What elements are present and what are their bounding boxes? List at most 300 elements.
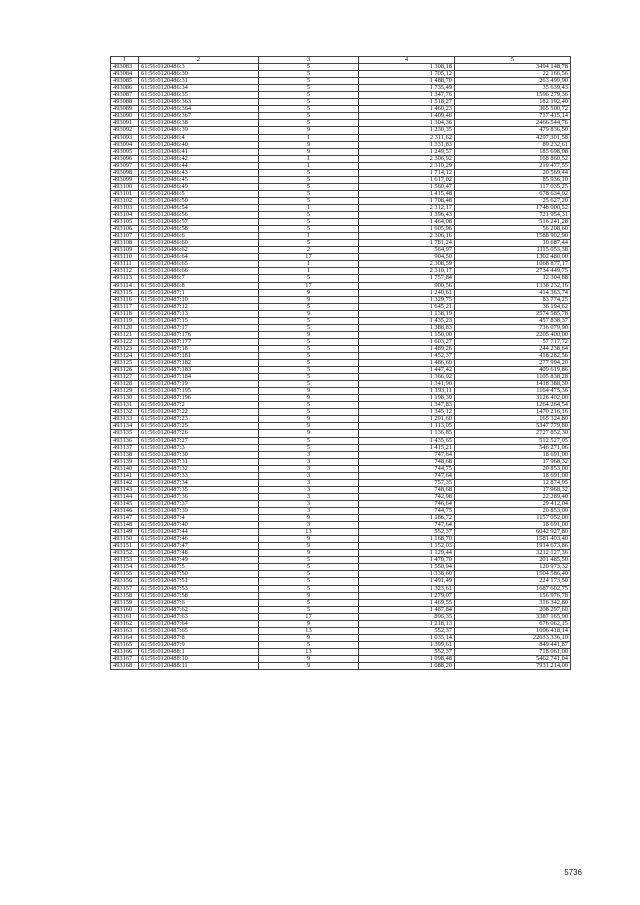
cadastral-number: 61:56:0120487:36	[139, 493, 259, 500]
amount-value: 7931 214,00	[455, 663, 571, 670]
cadastral-number: 61:56:0120486:57	[139, 219, 259, 226]
amount-value: 1115 053,38	[455, 247, 571, 254]
row-id: 493092	[111, 127, 139, 134]
cadastral-number: 61:56:0120487:17	[139, 324, 259, 331]
row-id: 493154	[111, 564, 139, 571]
area-value: 552,37	[359, 627, 455, 634]
row-id: 493103	[111, 204, 139, 211]
count-value: 5	[259, 176, 359, 183]
cadastral-number: 61:56:0120486:30	[139, 71, 259, 78]
table-row	[111, 599, 571, 606]
count-value: 9	[259, 634, 359, 641]
row-id: 493083	[111, 64, 139, 71]
cadastral-number: 61:56:0120487:1	[139, 289, 259, 296]
cadastral-number: 61:56:0120487:40	[139, 522, 259, 529]
amount-value: 516 241,28	[455, 219, 571, 226]
row-id: 493150	[111, 536, 139, 543]
row-id: 493166	[111, 648, 139, 655]
table-row	[111, 522, 571, 529]
row-id: 493136	[111, 437, 139, 444]
row-id: 493161	[111, 613, 139, 620]
row-id: 493118	[111, 310, 139, 317]
row-id: 493115	[111, 289, 139, 296]
area-value: 1 347,83	[359, 402, 455, 409]
area-value: 742,98	[359, 493, 455, 500]
table-row	[111, 430, 571, 437]
area-value: 1 098,48	[359, 655, 455, 662]
count-value: 9	[259, 515, 359, 522]
cadastral-number: 61:56:0120487:25	[139, 423, 259, 430]
cadastral-number: 61:56:0120486:43	[139, 169, 259, 176]
cadastral-number: 61:56:0120487:26	[139, 430, 259, 437]
row-id: 493107	[111, 233, 139, 240]
amount-value: 29 412,04	[455, 500, 571, 507]
cadastral-number: 61:56:0120486:41	[139, 148, 259, 155]
table-row	[111, 183, 571, 190]
count-value: 9	[259, 388, 359, 395]
area-value: 1 415,21	[359, 444, 455, 451]
amount-value: 219 477,55	[455, 162, 571, 169]
cadastral-number: 61:56:0120487:5	[139, 564, 259, 571]
row-id: 493165	[111, 641, 139, 648]
amount-value: 244 238,64	[455, 345, 571, 352]
area-value: 1 138,19	[359, 310, 455, 317]
area-value: 904,50	[359, 254, 455, 261]
table-row	[111, 261, 571, 268]
amount-value: 182 192,40	[455, 99, 571, 106]
count-value: 3	[259, 479, 359, 486]
table-row	[111, 543, 571, 550]
amount-value: 3126 402,00	[455, 395, 571, 402]
area-value: 1 279,07	[359, 592, 455, 599]
amount-value: 168 860,52	[455, 155, 571, 162]
cadastral-number: 61:56:0120486:34	[139, 85, 259, 92]
table-row	[111, 226, 571, 233]
area-value: 747,64	[359, 451, 455, 458]
table-row	[111, 486, 571, 493]
count-value: 3	[259, 486, 359, 493]
count-value: 5	[259, 360, 359, 367]
count-value: 1	[259, 204, 359, 211]
count-value: 17	[259, 282, 359, 289]
amount-value: 5462 741,04	[455, 655, 571, 662]
cadastral-number: 61:56:0120486:4	[139, 134, 259, 141]
table-row	[111, 64, 571, 71]
area-value: 900,56	[359, 282, 455, 289]
area-value: 1 323,61	[359, 585, 455, 592]
count-value: 5	[259, 374, 359, 381]
cadastral-number: 61:56:0120486:60	[139, 240, 259, 247]
count-value: 9	[259, 655, 359, 662]
table-row	[111, 240, 571, 247]
amount-value: 849 441,87	[455, 641, 571, 648]
amount-value: 89 232,61	[455, 141, 571, 148]
amount-value: 263 499,90	[455, 78, 571, 85]
count-value: 1	[259, 268, 359, 275]
amount-value: 1914 673,86	[455, 543, 571, 550]
amount-value: 1588 902,90	[455, 233, 571, 240]
row-id: 493156	[111, 578, 139, 585]
table-row	[111, 641, 571, 648]
count-value: 9	[259, 395, 359, 402]
amount-value: 208 297,60	[455, 606, 571, 613]
row-id: 493160	[111, 606, 139, 613]
area-value: 1 396,43	[359, 212, 455, 219]
table-row	[111, 247, 571, 254]
table-body	[111, 64, 571, 670]
cadastral-number: 61:56:0120487:18	[139, 345, 259, 352]
column-header-3: 3	[259, 57, 359, 64]
row-id: 493152	[111, 550, 139, 557]
cadastral-number: 61:56:0120487:12	[139, 303, 259, 310]
row-id: 493138	[111, 451, 139, 458]
area-value: 1 136,85	[359, 430, 455, 437]
cadastral-number: 61:56:0120487:23	[139, 416, 259, 423]
cadastral-number: 61:56:0120486:56	[139, 212, 259, 219]
row-id: 493123	[111, 345, 139, 352]
row-id: 493139	[111, 458, 139, 465]
count-value: 5	[259, 367, 359, 374]
area-value: 1 435,23	[359, 317, 455, 324]
cadastral-number: 61:56:0120487:62	[139, 606, 259, 613]
count-value: 9	[259, 543, 359, 550]
area-value: 1 035,14	[359, 634, 455, 641]
area-value: 1 605,96	[359, 226, 455, 233]
amount-value: 12 304,88	[455, 275, 571, 282]
amount-value: 17 968,32	[455, 486, 571, 493]
area-value: 1 486,60	[359, 360, 455, 367]
table-row	[111, 85, 571, 92]
cadastral-number: 61:56:0120487:182	[139, 360, 259, 367]
amount-value: 2727 852,30	[455, 430, 571, 437]
amount-value: 120 973,32	[455, 564, 571, 571]
table-row	[111, 296, 571, 303]
count-value: 2	[259, 247, 359, 254]
cadastral-number: 61:56:0120487:51	[139, 578, 259, 585]
count-value: 9	[259, 331, 359, 338]
count-value: 5	[259, 71, 359, 78]
row-id: 493146	[111, 508, 139, 515]
cadastral-number: 61:56:0120487:19	[139, 381, 259, 388]
amount-value: 479 836,50	[455, 127, 571, 134]
amount-value: 409 619,86	[455, 367, 571, 374]
table-row	[111, 571, 571, 578]
table-row	[111, 169, 571, 176]
count-value: 5	[259, 113, 359, 120]
table-row	[111, 331, 571, 338]
row-id: 493149	[111, 529, 139, 536]
count-value: 3	[259, 500, 359, 507]
table-row	[111, 479, 571, 486]
cadastral-number: 61:56:0120487:181	[139, 352, 259, 359]
column-header-2: 2	[139, 57, 259, 64]
area-value: 1 240,61	[359, 289, 455, 296]
area-value: 1 168,70	[359, 536, 455, 543]
row-id: 493113	[111, 275, 139, 282]
amount-value: 22 289,40	[455, 493, 571, 500]
area-value: 744,75	[359, 465, 455, 472]
area-value: 1 469,55	[359, 599, 455, 606]
table-row	[111, 127, 571, 134]
count-value: 5	[259, 85, 359, 92]
table-row	[111, 254, 571, 261]
row-id: 493114	[111, 282, 139, 289]
area-value: 1 366,92	[359, 374, 455, 381]
table-row	[111, 324, 571, 331]
count-value: 5	[259, 641, 359, 648]
count-value: 13	[259, 648, 359, 655]
count-value: 9	[259, 536, 359, 543]
table-row	[111, 613, 571, 620]
amount-value: 1748 000,52	[455, 204, 571, 211]
cadastral-number: 61:56:0120486:40	[139, 141, 259, 148]
amount-value: 36 194,62	[455, 303, 571, 310]
count-value: 5	[259, 190, 359, 197]
table-row	[111, 493, 571, 500]
area-value: 552,37	[359, 648, 455, 655]
area-value: 1 329,75	[359, 296, 455, 303]
count-value: 3	[259, 465, 359, 472]
cadastral-number: 61:56:0120487:15	[139, 317, 259, 324]
cadastral-number: 61:56:0120487:48	[139, 550, 259, 557]
amount-value: 678 634,92	[455, 190, 571, 197]
row-id: 493135	[111, 430, 139, 437]
count-value: 9	[259, 127, 359, 134]
cadastral-number: 61:56:0120487:27	[139, 437, 259, 444]
cadastral-number: 61:56:0120487:176	[139, 331, 259, 338]
row-id: 493084	[111, 71, 139, 78]
count-value: 1	[259, 155, 359, 162]
amount-value: 20 853,00	[455, 465, 571, 472]
row-id: 493085	[111, 78, 139, 85]
row-id: 493137	[111, 444, 139, 451]
area-value: 1 388,83	[359, 324, 455, 331]
count-value: 5	[259, 444, 359, 451]
area-value: 1 781,24	[359, 240, 455, 247]
area-value: 1 249,57	[359, 148, 455, 155]
cadastral-number: 61:56:0120486:31	[139, 78, 259, 85]
cadastral-number: 61:56:0120487:183	[139, 367, 259, 374]
amount-value: 676 062,15	[455, 620, 571, 627]
row-id: 493126	[111, 367, 139, 374]
table-row	[111, 409, 571, 416]
row-id: 493087	[111, 92, 139, 99]
table-row	[111, 634, 571, 641]
area-value: 1 708,48	[359, 197, 455, 204]
area-value: 1 338,60	[359, 571, 455, 578]
row-id: 493091	[111, 120, 139, 127]
amount-value: 35 639,43	[455, 85, 571, 92]
row-id: 493167	[111, 655, 139, 662]
amount-value: 22 166,56	[455, 71, 571, 78]
count-value: 5	[259, 585, 359, 592]
amount-value: 717 415,14	[455, 113, 571, 120]
table-row	[111, 219, 571, 226]
cadastral-number: 61:56:0120487:22	[139, 409, 259, 416]
cadastral-number: 61:56:0120487:4	[139, 515, 259, 522]
row-id: 493089	[111, 106, 139, 113]
area-value: 2 308,59	[359, 261, 455, 268]
table-row	[111, 99, 571, 106]
table-row	[111, 338, 571, 345]
amount-value: 1068 877,17	[455, 261, 571, 268]
count-value: 5	[259, 106, 359, 113]
cadastral-number: 61:56:0120486:7	[139, 275, 259, 282]
area-value: 1 757,84	[359, 275, 455, 282]
amount-value: 3212 127,36	[455, 550, 571, 557]
cadastral-number: 61:56:0120487:63	[139, 613, 259, 620]
table-header-row	[111, 57, 571, 64]
count-value: 9	[259, 310, 359, 317]
page-number: 5736	[564, 868, 582, 877]
amount-value: 1164 475,36	[455, 388, 571, 395]
amount-value: 156 976,78	[455, 592, 571, 599]
count-value: 5	[259, 303, 359, 310]
amount-value: 1470 216,16	[455, 409, 571, 416]
count-value: 5	[259, 99, 359, 106]
table-row	[111, 444, 571, 451]
row-id: 493099	[111, 176, 139, 183]
amount-value: 1264 264,54	[455, 402, 571, 409]
amount-value: 5347 779,80	[455, 423, 571, 430]
area-value: 896,35	[359, 613, 455, 620]
cadastral-number: 61:56:0120487:32	[139, 465, 259, 472]
table-row	[111, 155, 571, 162]
amount-value: 457 838,37	[455, 317, 571, 324]
count-value: 3	[259, 472, 359, 479]
area-value: 757,35	[359, 479, 455, 486]
count-value: 17	[259, 613, 359, 620]
table-row	[111, 564, 571, 571]
table-row	[111, 176, 571, 183]
amount-value: 277 994,20	[455, 360, 571, 367]
cadastral-number: 61:56:0120487:65	[139, 627, 259, 634]
row-id: 493158	[111, 592, 139, 599]
table-row	[111, 197, 571, 204]
count-value: 5	[259, 381, 359, 388]
count-value: 13	[259, 529, 359, 536]
row-id: 493112	[111, 268, 139, 275]
row-id: 493133	[111, 416, 139, 423]
cadastral-number: 61:56:0120486:54	[139, 204, 259, 211]
row-id: 493108	[111, 240, 139, 247]
count-value: 17	[259, 254, 359, 261]
area-value: 1 409,46	[359, 113, 455, 120]
row-id: 493128	[111, 381, 139, 388]
row-id: 493134	[111, 423, 139, 430]
cadastral-number: 61:56:0120487:13	[139, 310, 259, 317]
row-id: 493109	[111, 247, 139, 254]
row-id: 493163	[111, 627, 139, 634]
cadastral-number: 61:56:0120487:50	[139, 571, 259, 578]
area-value: 1 291,60	[359, 416, 455, 423]
count-value: 5	[259, 169, 359, 176]
cadastral-number: 61:56:0120487:184	[139, 374, 259, 381]
cadastral-number: 61:56:0120486:65	[139, 261, 259, 268]
data-table	[110, 56, 571, 670]
amount-value: 2466 544,76	[455, 120, 571, 127]
count-value: 5	[259, 564, 359, 571]
table-row	[111, 268, 571, 275]
table-row	[111, 585, 571, 592]
table-row	[111, 578, 571, 585]
area-value: 1 150,00	[359, 331, 455, 338]
amount-value: 20 853,00	[455, 508, 571, 515]
cadastral-number: 61:56:0120487:9	[139, 641, 259, 648]
area-value: 2 310,29	[359, 162, 455, 169]
area-value: 748,68	[359, 458, 455, 465]
cadastral-number: 61:56:0120486:62	[139, 247, 259, 254]
row-id: 493143	[111, 486, 139, 493]
count-value: 5	[259, 226, 359, 233]
cadastral-number: 61:56:0120487:34	[139, 479, 259, 486]
table-row	[111, 508, 571, 515]
cadastral-number: 61:56:0120487:53	[139, 585, 259, 592]
row-id: 493104	[111, 212, 139, 219]
row-id: 493127	[111, 374, 139, 381]
column-header-4: 4	[359, 57, 455, 64]
count-value: 1	[259, 134, 359, 141]
amount-value: 10 687,44	[455, 240, 571, 247]
amount-value: 22633 336,10	[455, 634, 571, 641]
row-id: 493093	[111, 134, 139, 141]
table-row	[111, 437, 571, 444]
row-id: 493121	[111, 331, 139, 338]
count-value: 5	[259, 599, 359, 606]
count-value: 5	[259, 338, 359, 345]
table-row	[111, 536, 571, 543]
row-id: 493157	[111, 585, 139, 592]
area-value: 1 464,08	[359, 219, 455, 226]
table-row	[111, 515, 571, 522]
row-id: 493111	[111, 261, 139, 268]
cadastral-number: 61:56:0120487:6	[139, 599, 259, 606]
row-id: 493119	[111, 317, 139, 324]
table-row	[111, 317, 571, 324]
table-row	[111, 310, 571, 317]
cadastral-number: 61:56:0120486:58	[139, 226, 259, 233]
table-row	[111, 374, 571, 381]
row-id: 493141	[111, 472, 139, 479]
amount-value: 1504 586,40	[455, 571, 571, 578]
cadastral-number: 61:56:0120486:35	[139, 92, 259, 99]
cadastral-number: 61:56:0120486:364	[139, 106, 259, 113]
count-value: 5	[259, 578, 359, 585]
count-value: 5	[259, 409, 359, 416]
row-id: 493090	[111, 113, 139, 120]
row-id: 493142	[111, 479, 139, 486]
amount-value: 1105 838,28	[455, 374, 571, 381]
amount-value: 1302 480,00	[455, 254, 571, 261]
table-row	[111, 148, 571, 155]
amount-value: 20 569,44	[455, 169, 571, 176]
table-row	[111, 204, 571, 211]
table-row	[111, 529, 571, 536]
row-id: 493155	[111, 571, 139, 578]
row-id: 493101	[111, 190, 139, 197]
table-row	[111, 233, 571, 240]
area-value: 1 152,03	[359, 543, 455, 550]
area-value: 1 452,37	[359, 352, 455, 359]
cadastral-number: 61:56:0120486:50	[139, 197, 259, 204]
count-value: 9	[259, 289, 359, 296]
table-row	[111, 92, 571, 99]
table-row	[111, 465, 571, 472]
count-value: 5	[259, 402, 359, 409]
area-value: 1 341,90	[359, 381, 455, 388]
cadastral-number: 61:56:0120487:196	[139, 395, 259, 402]
row-id: 493164	[111, 634, 139, 641]
